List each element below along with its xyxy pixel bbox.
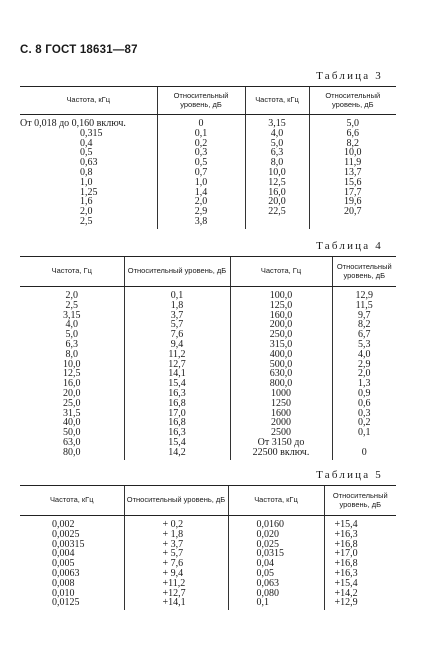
table-cell: 4,0 [332, 350, 396, 360]
table-row [20, 207, 396, 217]
table3-header-level-1: Относительный уровень, дБ [157, 87, 245, 115]
table-row [20, 115, 396, 129]
table-cell: 16,0 [63, 378, 81, 390]
table5-header-level-1: Относительный уровень, дБ [124, 486, 228, 516]
table-cell: 0,6 [332, 399, 396, 409]
table-cell: 20,0 [245, 197, 309, 207]
table-cell: + 0,2 [124, 516, 228, 530]
table-cell: 17,0 [124, 409, 230, 419]
table-cell: 2,9 [157, 207, 245, 217]
table-cell: 6,3 [65, 338, 78, 350]
table-cell: 0,9 [332, 389, 396, 399]
table-cell: 0,1 [157, 129, 245, 139]
table-cell: 0,1 [332, 428, 396, 438]
table-cell: 0,004 [52, 548, 75, 560]
table-cell: 0,5 [157, 158, 245, 168]
table-cell: От 0,018 до 0,160 включ. [20, 118, 126, 129]
table-row [20, 178, 396, 188]
table-cell: 2,9 [332, 360, 396, 370]
table-cell: 0,0025 [52, 528, 80, 540]
table-row [20, 516, 396, 530]
table-cell: 0,2 [332, 418, 396, 428]
table-cell: 0,008 [52, 577, 75, 589]
table-row [20, 287, 396, 301]
table-cell: 8,0 [65, 348, 78, 360]
table-cell: 100,0 [230, 287, 332, 301]
table-cell: 0 [332, 448, 396, 460]
table-cell: 22500 включ. [230, 448, 332, 460]
table-cell: 6,7 [332, 330, 396, 340]
table5-header-level-2: Относительный уровень, дБ [324, 486, 396, 516]
table-cell: 800,0 [230, 379, 332, 389]
table-cell: 0,3 [332, 409, 396, 419]
table-cell: 0,010 [52, 587, 75, 599]
table-cell: +14,2 [324, 589, 396, 599]
table-cell: 12,5 [245, 178, 309, 188]
table-cell: 0,63 [80, 157, 98, 169]
table3-caption: Таблица 3 [316, 70, 383, 82]
table-row [20, 148, 396, 158]
page-header: С. 8 ГОСТ 18631—87 [20, 44, 138, 56]
table-cell: 2,0 [80, 206, 93, 218]
table-cell: 8,2 [309, 139, 396, 149]
table-cell: 14,2 [124, 448, 230, 460]
table-cell: 0,00315 [52, 538, 85, 550]
table-cell: 4,0 [245, 129, 309, 139]
table-cell: От 3150 до [230, 438, 332, 448]
table-cell: 0,1 [124, 287, 230, 301]
table-cell: +16,3 [324, 530, 396, 540]
table-cell: 0,0125 [52, 597, 80, 609]
table-cell: 0,020 [228, 530, 324, 540]
table-cell: 0,8 [80, 166, 93, 178]
table-cell: + 7,6 [124, 559, 228, 569]
table-cell: 40,0 [63, 417, 81, 429]
table5-header-freq-1: Частота, кГц [20, 486, 124, 516]
table-cell: 10,0 [309, 148, 396, 158]
table-cell: +16,8 [324, 540, 396, 550]
table4 [20, 256, 396, 460]
table-cell: 10,0 [245, 168, 309, 178]
table-cell: 0,04 [228, 559, 324, 569]
table-cell: 8,0 [245, 158, 309, 168]
table-cell: 0,005 [52, 558, 75, 570]
table-cell: +15,4 [324, 579, 396, 589]
table-cell: 0,080 [228, 589, 324, 599]
table-row [20, 197, 396, 207]
table-cell: +12,7 [124, 589, 228, 599]
table-cell: +16,3 [324, 569, 396, 579]
table-cell: 0,5 [80, 147, 93, 159]
table-cell: +17,0 [324, 549, 396, 559]
table-cell: 25,0 [63, 397, 81, 409]
table-cell: 12,9 [332, 287, 396, 301]
table-cell: + 1,8 [124, 530, 228, 540]
table-row [20, 129, 396, 139]
table-cell: 50,0 [63, 427, 81, 439]
table-cell: +14,1 [124, 598, 228, 610]
table-cell: 315,0 [230, 340, 332, 350]
table-cell: +16,8 [324, 559, 396, 569]
table-cell: 1,4 [157, 188, 245, 198]
table-cell: 14,1 [124, 369, 230, 379]
table-cell: 125,0 [230, 301, 332, 311]
table4-header-level-1: Относительный уровень, дБ [124, 257, 230, 287]
table-cell: 11,2 [124, 350, 230, 360]
table-cell: 15,4 [124, 438, 230, 448]
table-cell: 1,6 [80, 196, 93, 208]
table3-header-freq-1: Частота, кГц [20, 87, 157, 115]
table-cell: 7,6 [124, 330, 230, 340]
table-cell: 12,5 [63, 368, 81, 380]
table-cell: 3,15 [245, 115, 309, 129]
table-cell: + 5,7 [124, 549, 228, 559]
table-cell: 4,0 [65, 319, 78, 331]
table-cell: 5,0 [309, 115, 396, 129]
table-cell: 5,3 [332, 340, 396, 350]
table-cell: 19,6 [309, 197, 396, 207]
table-cell: 160,0 [230, 311, 332, 321]
table-cell [245, 217, 309, 229]
table3 [20, 86, 396, 229]
table-cell: 16,3 [124, 389, 230, 399]
table-cell: 6,3 [245, 148, 309, 158]
table-cell: 1,0 [80, 176, 93, 188]
table-cell: 0,0315 [228, 549, 324, 559]
table-cell: 10,0 [63, 358, 81, 370]
table-cell: 22,5 [245, 207, 309, 217]
table-cell: 0,0063 [52, 567, 80, 579]
table-cell: 0,2 [157, 139, 245, 149]
table-cell: 200,0 [230, 320, 332, 330]
table-cell: 2,0 [332, 369, 396, 379]
table-cell: +11,2 [124, 579, 228, 589]
table-cell: + 3,7 [124, 540, 228, 550]
table-cell: 5,0 [65, 329, 78, 341]
table-cell: 12,7 [124, 360, 230, 370]
table-cell: 17,7 [309, 188, 396, 198]
table-cell: 0,063 [228, 579, 324, 589]
table4-header-freq-2: Частота, Гц [230, 257, 332, 287]
table-cell: 250,0 [230, 330, 332, 340]
table-cell: 0,3 [157, 148, 245, 158]
table-cell: 2500 [230, 428, 332, 438]
table-cell: 0,7 [157, 168, 245, 178]
table-cell: 1600 [230, 409, 332, 419]
table-cell: 20,7 [309, 207, 396, 217]
table-cell: 9,4 [124, 340, 230, 350]
table-cell: 1,0 [157, 178, 245, 188]
table-row [20, 448, 396, 460]
table4-header-level-2: Относительный уровень, дБ [332, 257, 396, 287]
table-cell: 2,0 [65, 290, 78, 301]
table-row [20, 188, 396, 198]
table-cell: 16,8 [124, 399, 230, 409]
table-cell: 13,7 [309, 168, 396, 178]
table-cell: 16,0 [245, 188, 309, 198]
table-cell: 15,4 [124, 379, 230, 389]
table-row [20, 158, 396, 168]
table-cell: 63,0 [63, 436, 81, 448]
table-cell: 0,05 [228, 569, 324, 579]
table-cell: 1250 [230, 399, 332, 409]
table5-header-freq-2: Частота, кГц [228, 486, 324, 516]
table-cell: 2,5 [80, 215, 93, 227]
table-cell: 16,8 [124, 418, 230, 428]
table3-header-freq-2: Частота, кГц [245, 87, 309, 115]
table-cell: 8,2 [332, 320, 396, 330]
table-cell: 5,0 [245, 139, 309, 149]
table-cell: 16,3 [124, 428, 230, 438]
table-cell: 3,8 [157, 217, 245, 229]
table-cell: 0,0160 [228, 516, 324, 530]
table-cell: + 9,4 [124, 569, 228, 579]
table-cell: 0,315 [80, 127, 103, 139]
table-cell: 20,0 [63, 387, 81, 399]
table-cell: 0,002 [52, 519, 75, 530]
table-cell: 31,5 [63, 407, 81, 419]
table-cell: 1,3 [332, 379, 396, 389]
table-cell: 2,5 [65, 299, 78, 311]
table-cell: +12,9 [324, 598, 396, 610]
table-cell: 80,0 [63, 446, 81, 458]
table3-header-level-2: Относительный уровень, дБ [309, 87, 396, 115]
table-cell: 0,1 [228, 598, 324, 610]
table-cell: 2000 [230, 418, 332, 428]
table-cell: 15,6 [309, 178, 396, 188]
table4-header-freq-1: Частота, Гц [20, 257, 124, 287]
table-cell: 1000 [230, 389, 332, 399]
table-cell: 0,025 [228, 540, 324, 550]
table-cell: 2,0 [157, 197, 245, 207]
table-cell: 630,0 [230, 369, 332, 379]
table-cell: 3,7 [124, 311, 230, 321]
table-cell: 6,6 [309, 129, 396, 139]
table-cell: 11,9 [309, 158, 396, 168]
table-cell: 0,4 [80, 137, 93, 149]
table-row [20, 217, 396, 229]
table-cell: 1,8 [124, 301, 230, 311]
table-cell: 0 [157, 115, 245, 129]
table-cell: +15,4 [324, 516, 396, 530]
table5 [20, 485, 396, 610]
table-cell: 5,7 [124, 320, 230, 330]
table-cell: 3,15 [63, 309, 81, 321]
table-cell: 11,5 [332, 301, 396, 311]
table-cell: 400,0 [230, 350, 332, 360]
table-cell: 500,0 [230, 360, 332, 370]
table5-caption: Таблица 5 [316, 469, 383, 481]
table-row [20, 598, 396, 610]
table-cell: 9,7 [332, 311, 396, 321]
table-cell: 1,25 [80, 186, 98, 198]
table-row [20, 168, 396, 178]
table-cell [309, 217, 396, 229]
table-row [20, 139, 396, 149]
table4-caption: Таблица 4 [316, 240, 383, 252]
